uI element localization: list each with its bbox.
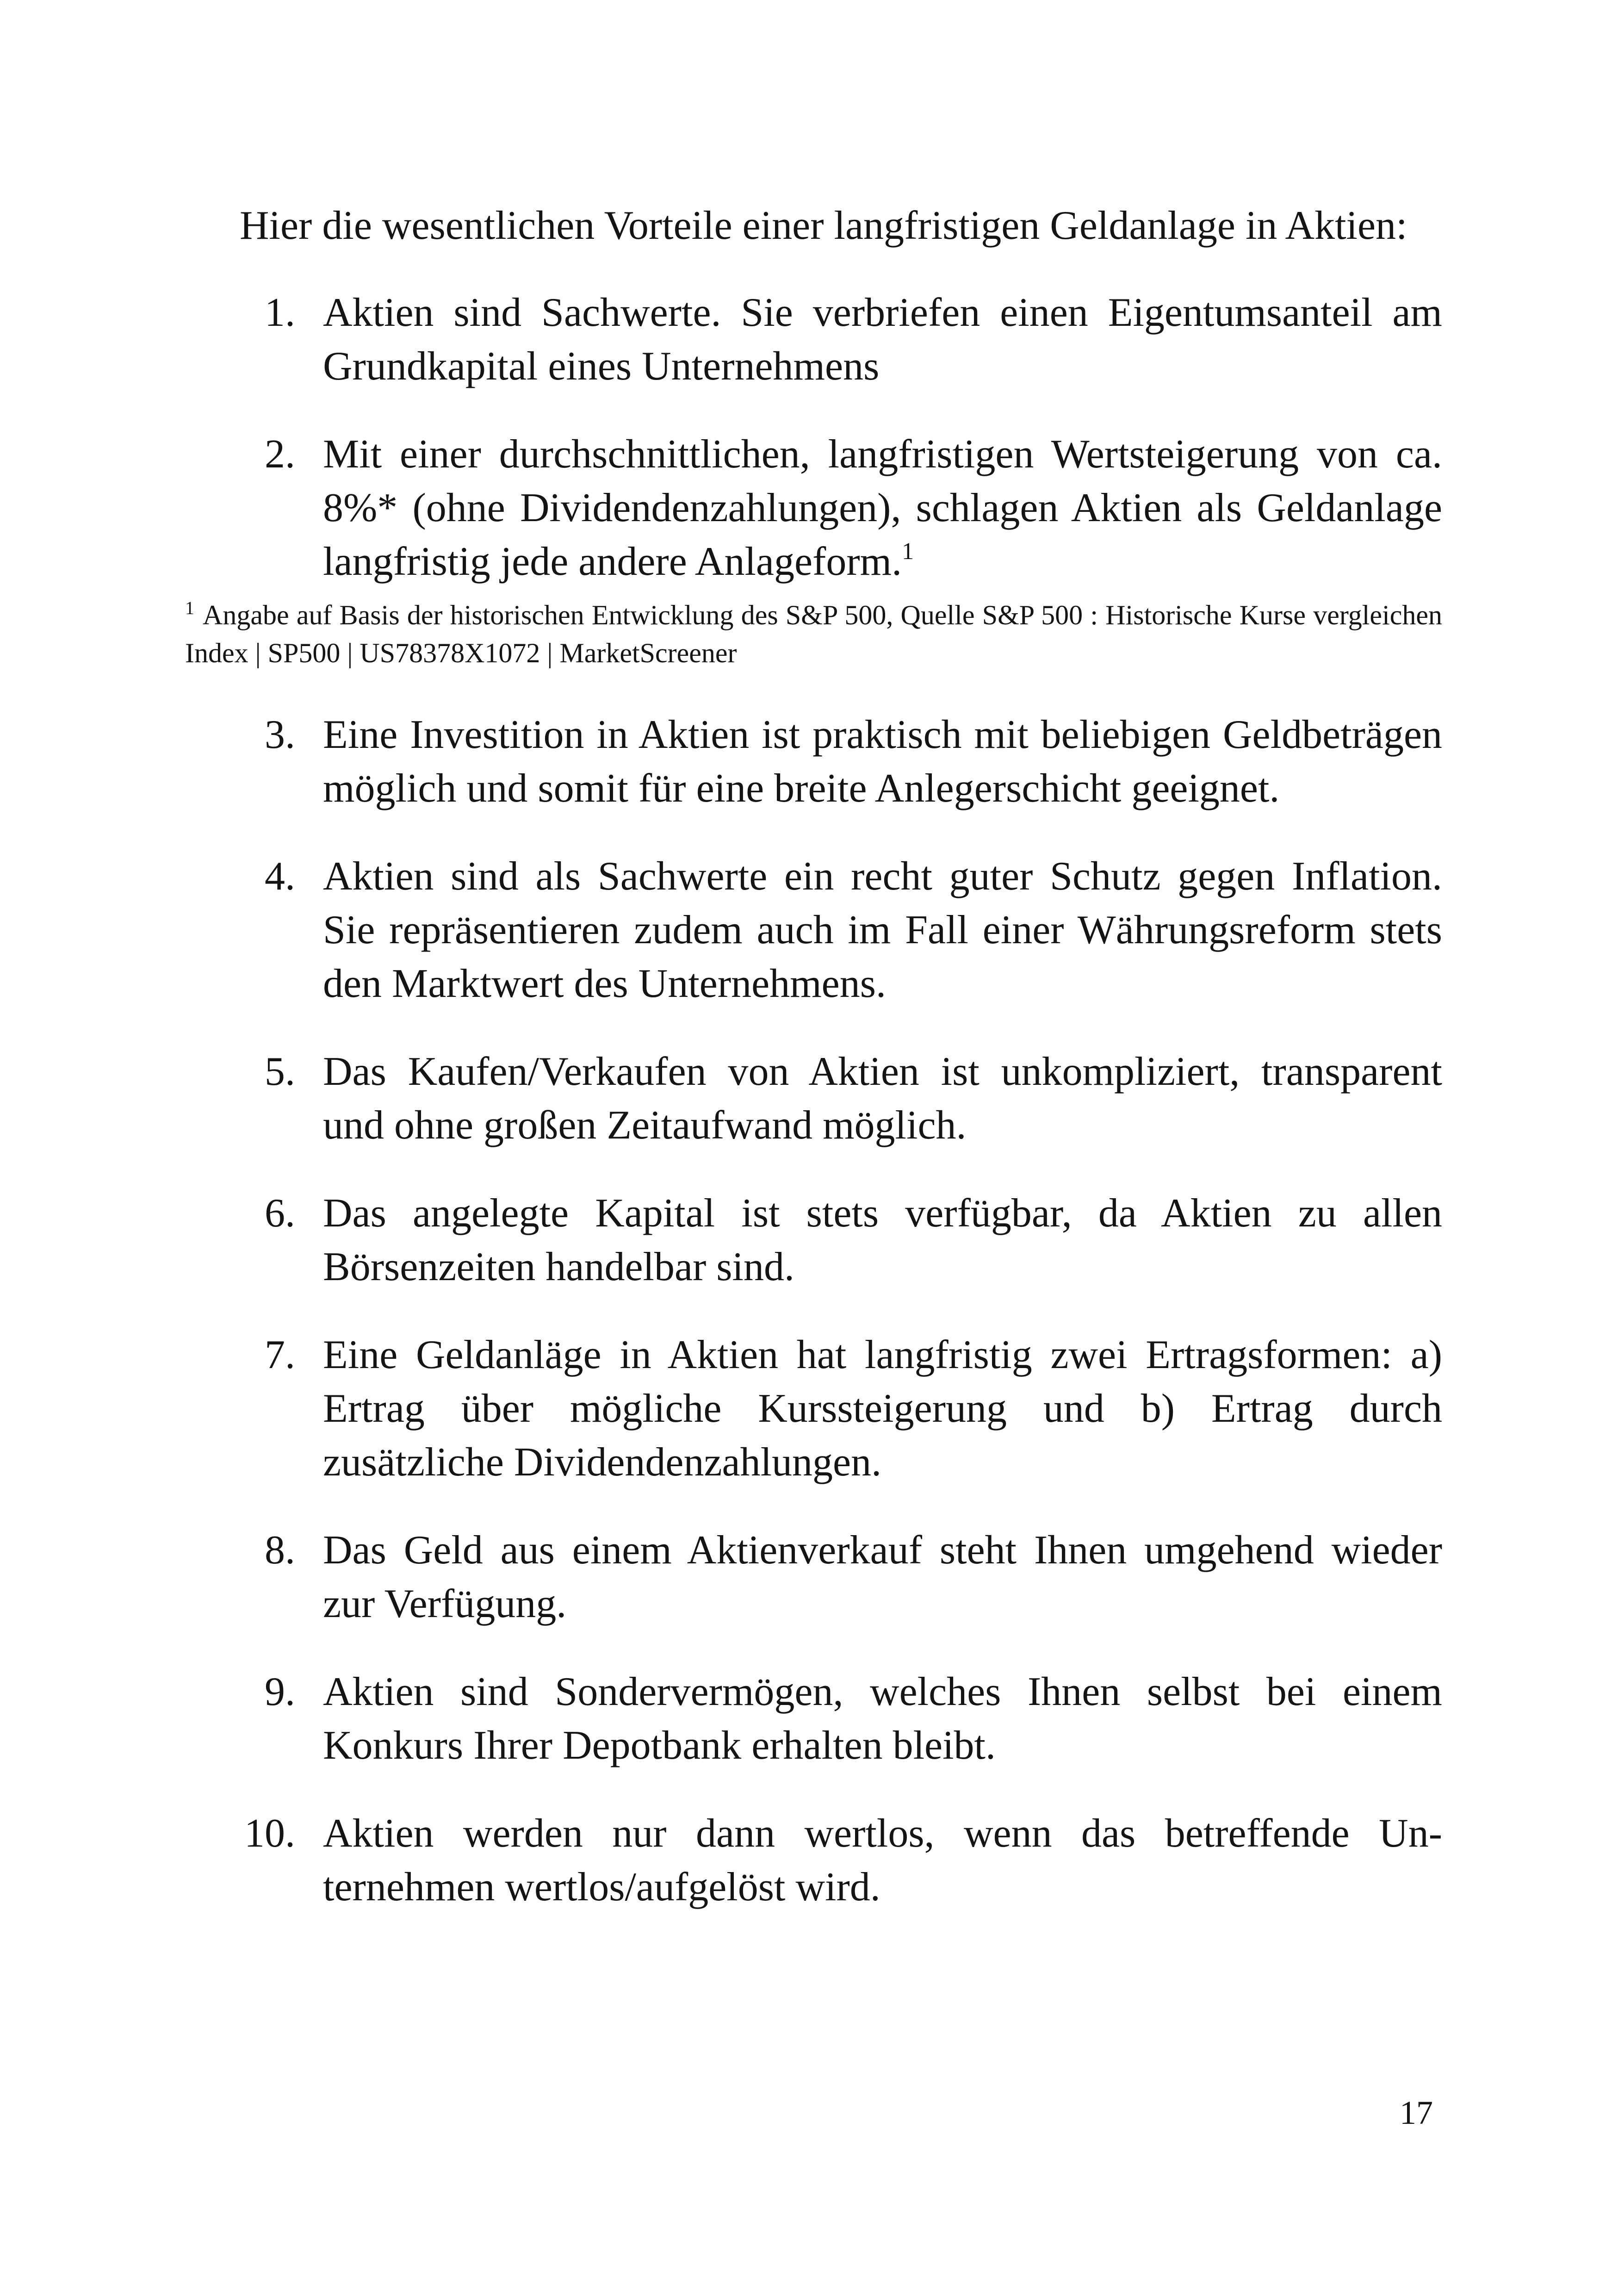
footnote bbox=[185, 596, 1442, 672]
list-item-number: 10. bbox=[244, 1811, 295, 1856]
footnote-text: Angabe auf Basis der historischen Entwicklung des S&P 500, Quelle S&P 500 : Historische Kurse vergleichen Index | SP500 | US78378X1072 | MarketScreener bbox=[185, 600, 1442, 668]
list-item bbox=[185, 428, 1442, 589]
footnote-reference: 1 bbox=[902, 538, 914, 565]
list-item bbox=[185, 1045, 1442, 1152]
list-item-number: 4. bbox=[265, 854, 295, 899]
list-item-text: Das Kaufen/Verkaufen von Aktien ist unkompliziert, transparent und ohne großen Zeitaufwand möglich. bbox=[323, 1049, 1442, 1148]
intro-paragraph: Hier die wesentlichen Vorteile einer langfristigen Geldanlage in Aktien: bbox=[240, 203, 1407, 248]
list-item-text: Aktien sind Sachwerte. Sie verbriefen einen Eigentumsanteil am Grundkapital eines Unternehmens bbox=[323, 290, 1442, 389]
list-item-number: 8. bbox=[265, 1528, 295, 1573]
list-item-text: Aktien werden nur dann wertlos, wenn das betreffende Unternehmen wertlos/aufgelöst wird. bbox=[323, 1811, 1442, 1910]
list-item bbox=[185, 1524, 1442, 1631]
list-item bbox=[185, 708, 1442, 815]
list-item-number: 6. bbox=[265, 1191, 295, 1236]
list-item bbox=[185, 1187, 1442, 1294]
list-item-number: 1. bbox=[265, 290, 295, 335]
list-item-text: Eine Investition in Aktien ist praktisch mit beliebigen Geldbeträgen möglich und somit für eine breite Anlegerschicht geeignet. bbox=[323, 712, 1442, 811]
list-item-number: 9. bbox=[265, 1669, 295, 1714]
list-item-text-wrapper bbox=[323, 428, 1442, 589]
list-item-text: Aktien sind Sondervermögen, welches Ihnen selbst bei einem Konkurs Ihrer Depotbank erhalten bleibt. bbox=[323, 1669, 1442, 1768]
advantages-list-continued bbox=[185, 708, 1442, 1914]
list-item bbox=[185, 850, 1442, 1011]
list-item-number: 7. bbox=[265, 1332, 295, 1377]
list-item bbox=[185, 1328, 1442, 1489]
page-content bbox=[185, 199, 1442, 1948]
list-item bbox=[185, 1807, 1442, 1914]
list-item-text: Aktien sind als Sachwerte ein recht guter Schutz gegen Inflation. Sie repräsentieren zudem auch im Fall einer Währungsreform stets den Marktwert des Unternehmens. bbox=[323, 854, 1442, 1006]
list-item-text: Eine Geldanläge in Aktien hat langfristig zwei Ertragsformen: a) Ertrag über mögliche Kurssteigerung und b) Ertrag durch zusätzliche Dividendenzahlungen. bbox=[323, 1332, 1442, 1485]
page-number: 17 bbox=[1400, 2094, 1433, 2131]
list-item-number: 3. bbox=[265, 712, 295, 757]
list-item bbox=[185, 286, 1442, 393]
list-item-text: Das angelegte Kapital ist stets verfügbar, da Aktien zu allen Börsenzeiten handelbar sind. bbox=[323, 1191, 1442, 1289]
list-item-text: Das Geld aus einem Aktienverkauf steht Ihnen umgehend wieder zur Verfügung. bbox=[323, 1528, 1442, 1626]
list-item-number: 2. bbox=[265, 432, 295, 477]
list-item bbox=[185, 1665, 1442, 1773]
list-item-number: 5. bbox=[265, 1049, 295, 1094]
footnote-mark: 1 bbox=[185, 597, 194, 618]
list-item-text: Mit einer durchschnittlichen, langfristigen Wertsteigerung von ca. 8%* (ohne Dividendenzahlungen), schlagen Aktien als Geldanlage langfristig jede andere Anlageform. bbox=[323, 432, 1442, 584]
advantages-list bbox=[185, 286, 1442, 589]
